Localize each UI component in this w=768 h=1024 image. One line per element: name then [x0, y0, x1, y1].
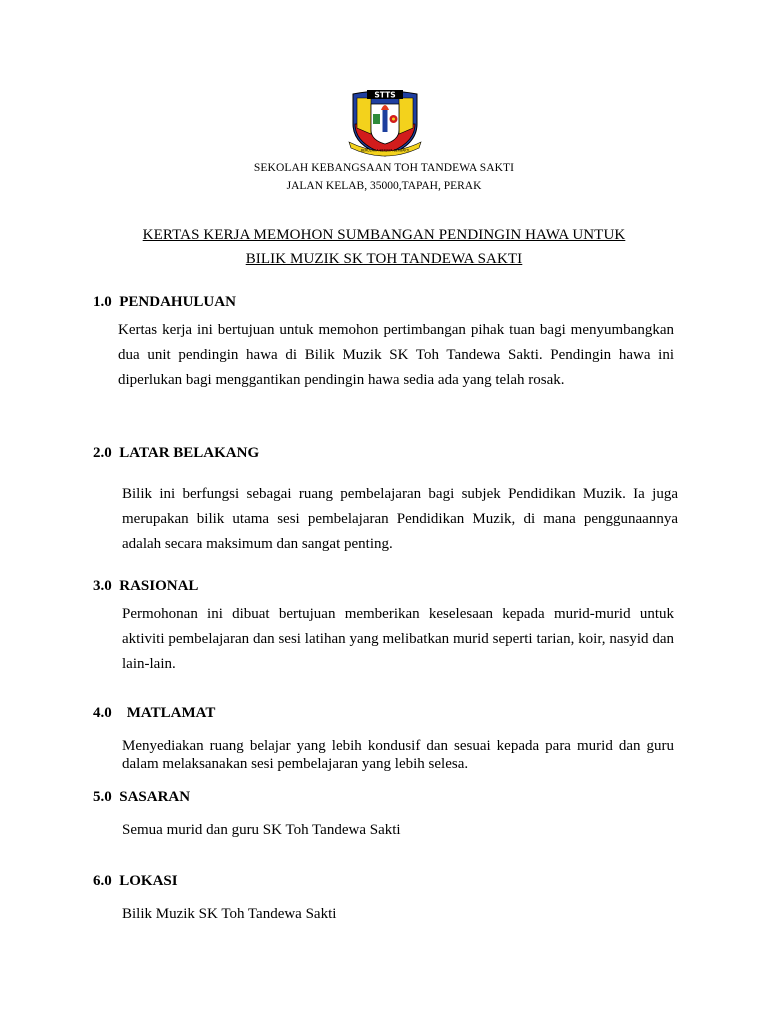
crest-motto: BERUSAHA BERJAYA BERBAKTI [360, 148, 410, 153]
section-body-lokasi: Bilik Muzik SK Toh Tandewa Sakti [122, 906, 337, 922]
section-body-latar-belakang: Bilik ini berfungsi sebagai ruang pembelajaran bagi subjek Pendidikan Muzik. Ia juga merupakan bilik utama sesi pembelajaran Pendidikan Muzik, di mana penggunaannya adalah secara maksimum dan sangat penting. [122, 486, 678, 552]
section-heading-lokasi: 6.0 LOKASI [93, 873, 178, 889]
document-title-line-1: KERTAS KERJA MEMOHON SUMBANGAN PENDINGIN HAWA UNTUK [142, 227, 626, 243]
document-title-line-2: BILIK MUZIK SK TOH TANDEWA SAKTI [245, 251, 523, 267]
section-heading-pendahuluan: 1.0 PENDAHULUAN [93, 294, 236, 310]
crest-banner-text: STTS [374, 90, 396, 100]
section-body-matlamat: Menyediakan ruang belajar yang lebih kondusif dan sesuai kepada para murid dan guru dalam melaksanakan sesi pembelajaran yang lebih selesa. [122, 738, 674, 772]
section-body-sasaran: Semua murid dan guru SK Toh Tandewa Sakti [122, 822, 401, 838]
school-address: JALAN KELAB, 35000,TAPAH, PERAK [286, 180, 482, 192]
section-heading-latar-belakang: 2.0 LATAR BELAKANG [93, 445, 260, 461]
section-heading-sasaran: 5.0 SASARAN [93, 789, 191, 805]
section-body-rasional: Permohonan ini dibuat bertujuan memberikan keselesaan kepada murid-murid untuk aktiviti pembelajaran dan sesi latihan yang melibatkan murid seperti tarian, koir, nasyid dan lain-lain. [122, 606, 674, 672]
section-heading-rasional: 3.0 RASIONAL [93, 578, 199, 594]
school-name: SEKOLAH KEBANGSAAN TOH TANDEWA SAKTI [253, 162, 515, 174]
section-body-pendahuluan: Kertas kerja ini bertujuan untuk memohon pertimbangan pihak tuan bagi menyumbangkan dua unit pendingin hawa di Bilik Muzik SK Toh Tandewa Sakti. Pendingin hawa ini diperlukan bagi menggantikan pendingin hawa sedia ada yang telah rosak. [118, 322, 674, 388]
section-heading-matlamat: 4.0 MATLAMAT [93, 705, 216, 721]
school-crest-logo [345, 84, 425, 158]
